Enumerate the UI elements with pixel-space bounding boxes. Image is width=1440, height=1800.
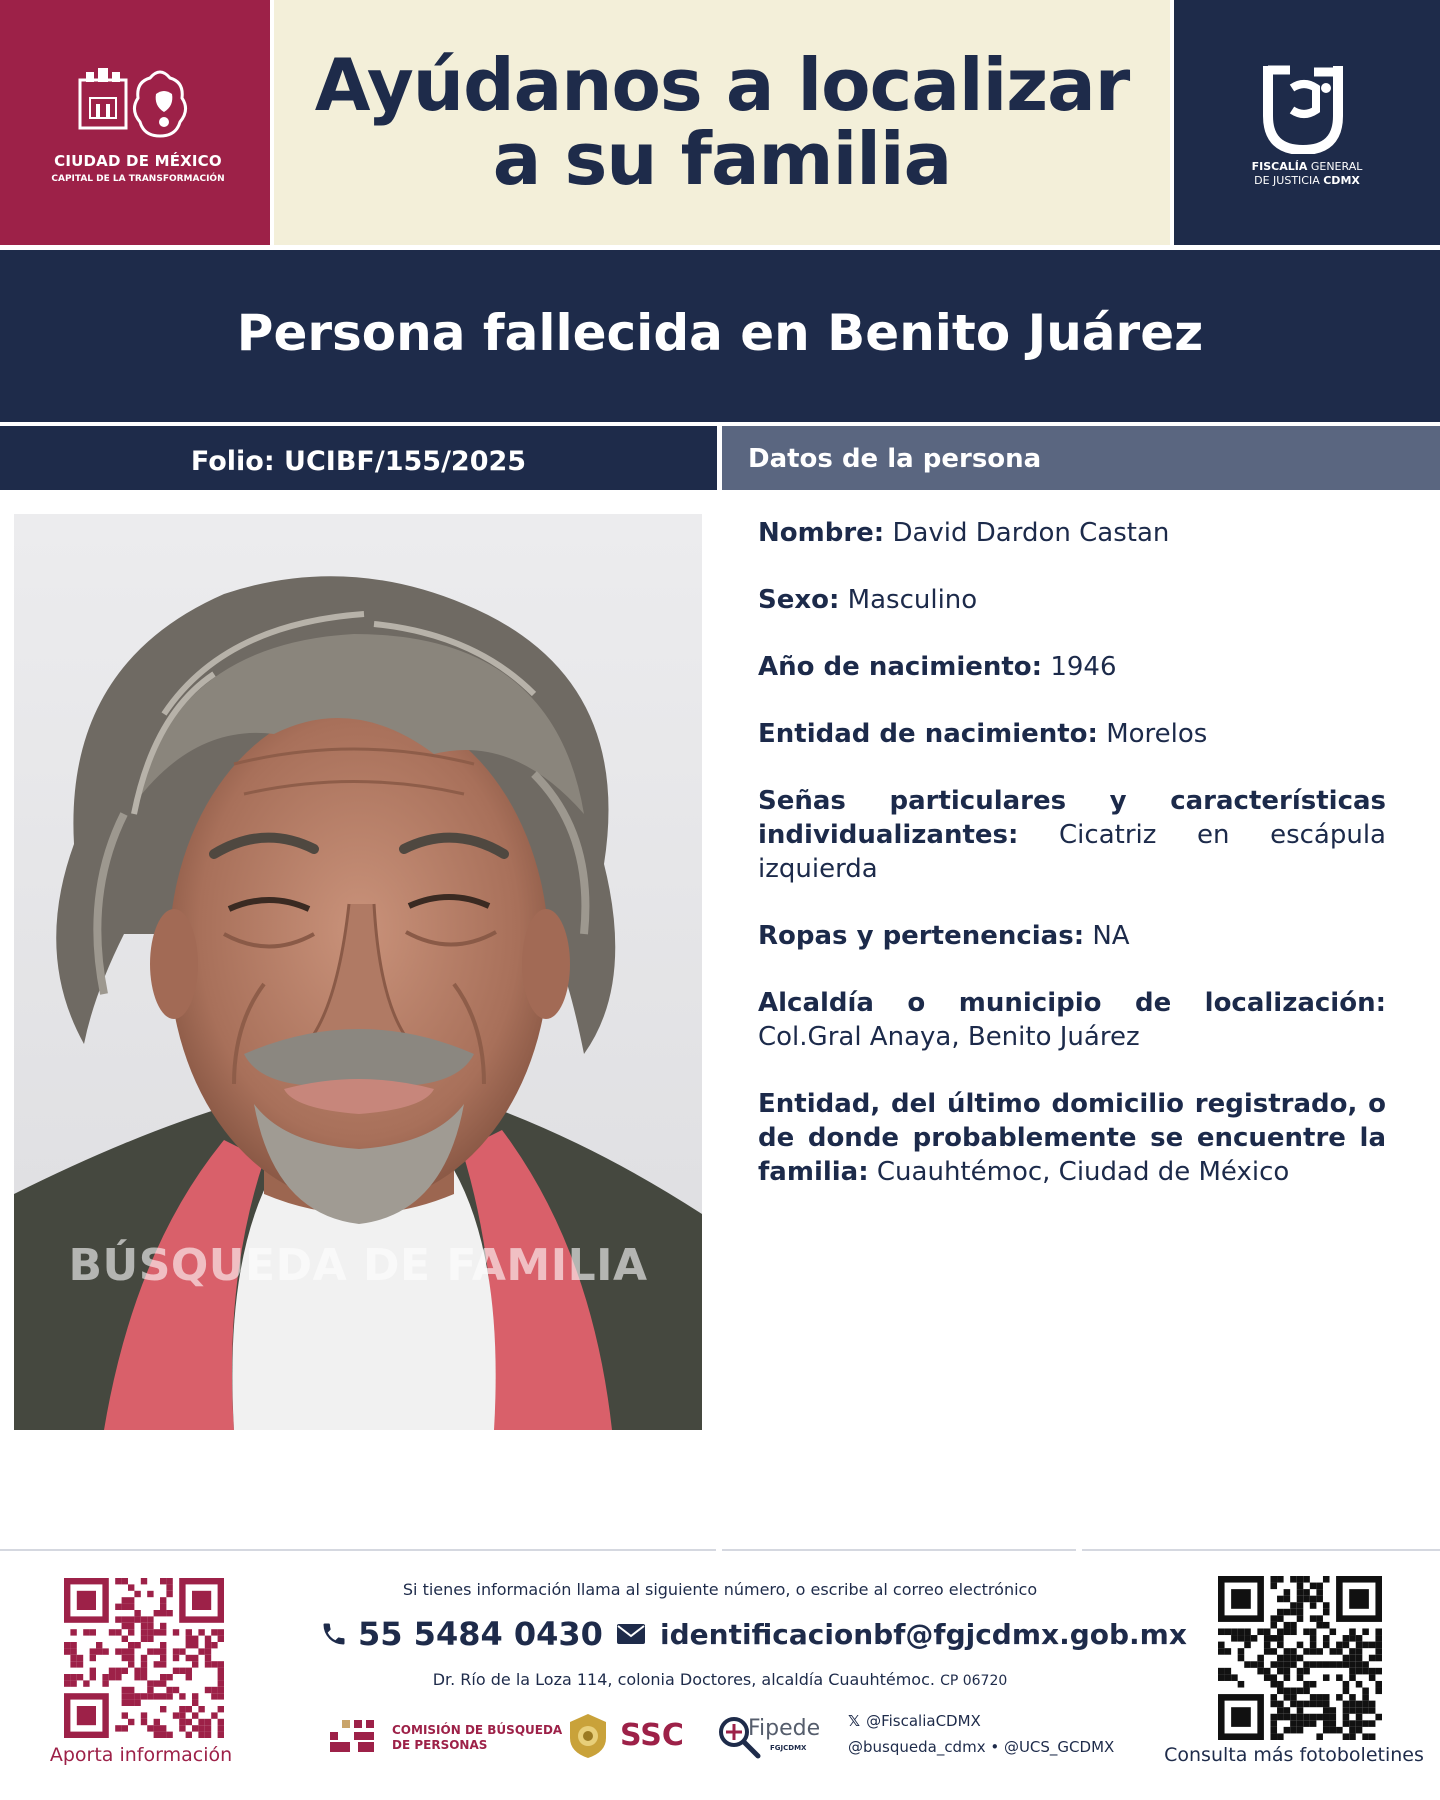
section-header: [722, 426, 1440, 490]
ssc-logo-text: SSC: [620, 1718, 684, 1753]
ssc-seal-icon: [566, 1712, 610, 1760]
headline: [274, 43, 1170, 201]
field-value: Cicatriz en escápula izquierda: [758, 820, 1386, 884]
comision-busqueda-logo-text: COMISIÓN DE BÚSQUEDA DE PERSONAS: [392, 1723, 563, 1752]
footer-divider: [0, 1549, 716, 1551]
field-value: Morelos: [1106, 719, 1208, 749]
qr-left-caption[interactable]: Aporta información: [49, 1744, 233, 1766]
footer-divider: [722, 1549, 1076, 1551]
fgj-logo-name-line-2: DE JUSTICIA CDMX: [1254, 174, 1360, 187]
folio-bar: [0, 426, 717, 490]
qr-right-caption[interactable]: Consulta más fotoboletines: [1164, 1744, 1424, 1766]
email-address[interactable]: identificacionbf@fgjcdmx.gob.mx: [660, 1617, 1187, 1651]
phone-contact[interactable]: [320, 1612, 603, 1656]
social-x-handle[interactable]: 𝕏 @FiscaliaCDMX: [848, 1712, 981, 1730]
phone-number[interactable]: 55 5484 0430: [358, 1615, 603, 1653]
contact-info-text: Si tienes información llama al siguiente número, o escribe al correo electrónico: [402, 1580, 1038, 1599]
field-label: Entidad, del último domicilio registrado, o de donde probablemente se encuentre la familia:: [758, 1089, 1386, 1187]
email-contact[interactable]: [616, 1612, 1187, 1656]
comision-busqueda-logo-icon: [328, 1718, 378, 1754]
field-value: NA: [1092, 921, 1130, 951]
field-alcaldia-localizacion: [758, 986, 1386, 1054]
field-nombre: [758, 516, 1386, 550]
field-entidad-ultimo-domicilio: [758, 1087, 1386, 1189]
headline-panel: [274, 0, 1170, 245]
cdmx-logo-tagline: CAPITAL DE LA TRANSFORMACIÓN: [51, 174, 225, 184]
headline-line-1: Ayúdanos a localizar: [314, 43, 1130, 127]
cdmx-coat-of-arms-logo: [76, 66, 196, 146]
postal-code: CP 06720: [940, 1673, 1008, 1689]
page-title: Persona fallecida en Benito Juárez: [236, 304, 1204, 362]
fgj-logo: [1262, 62, 1344, 154]
fipede-logo-text: Fipede: [748, 1716, 821, 1741]
title-band: [0, 250, 1440, 422]
field-value: Cuauhtémoc, Ciudad de México: [876, 1157, 1290, 1187]
field-label: Entidad de nacimiento:: [758, 719, 1098, 749]
header: [0, 0, 1440, 246]
field-label: Sexo:: [758, 585, 840, 615]
field-label: Nombre:: [758, 518, 885, 548]
person-portrait-illustration: [14, 514, 702, 1430]
fipede-logo-subtext: FGJCDMX: [770, 1744, 807, 1752]
field-label: Alcaldía o municipio de localización:: [758, 988, 1386, 1018]
field-sexo: [758, 583, 1386, 617]
person-details: [758, 516, 1386, 1222]
social-handles[interactable]: @busqueda_cdmx • @UCS_GCDMX: [848, 1738, 1115, 1756]
footer-divider: [1082, 1549, 1440, 1551]
folio-number: Folio: UCIBF/155/2025: [190, 446, 527, 477]
field-anio-nacimiento: [758, 650, 1386, 684]
fgj-logo-name-line-1: FISCALÍA GENERAL: [1251, 160, 1363, 173]
section-title: Datos de la persona: [748, 444, 1042, 474]
field-value: David Dardon Castan: [892, 518, 1170, 548]
address: Dr. Río de la Loza 114, colonia Doctores, alcaldía Cuauhtémoc. CP 06720: [432, 1670, 1008, 1689]
field-entidad-nacimiento: [758, 717, 1386, 751]
mail-icon: [616, 1623, 646, 1645]
field-value: Masculino: [847, 585, 978, 615]
field-ropas-pertenencias: [758, 919, 1386, 953]
field-label: Año de nacimiento:: [758, 652, 1043, 682]
x-icon: 𝕏: [848, 1712, 861, 1730]
cdmx-logo-name: CIUDAD DE MÉXICO: [54, 152, 222, 170]
field-value: 1946: [1050, 652, 1117, 682]
headline-line-2: a su familia: [492, 117, 952, 201]
photo-watermark: BÚSQUEDA DE FAMILIA: [68, 1240, 648, 1291]
field-senas-particulares: [758, 784, 1386, 886]
qr-code-icon[interactable]: [64, 1578, 224, 1738]
person-photo: [14, 514, 702, 1430]
qr-code-icon[interactable]: [1218, 1576, 1382, 1740]
field-label: Señas particulares y características individualizantes:: [758, 786, 1386, 850]
partner-logos: [324, 1708, 1140, 1764]
phone-icon: [320, 1619, 348, 1649]
field-value: Col.Gral Anaya, Benito Juárez: [758, 1022, 1140, 1052]
field-label: Ropas y pertenencias:: [758, 921, 1085, 951]
